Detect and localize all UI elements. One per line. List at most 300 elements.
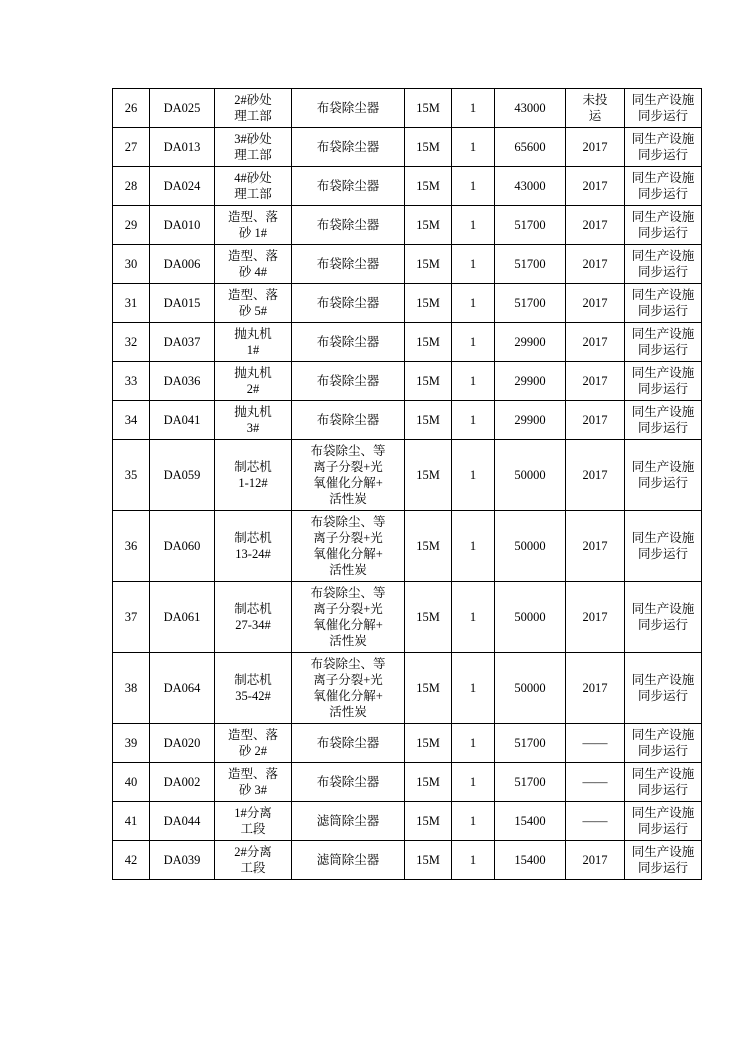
- cell-no: 33: [113, 362, 150, 401]
- cell-line: 同步运行: [637, 618, 688, 632]
- cell-height: 15M: [405, 802, 452, 841]
- cell-line: 2017: [582, 218, 608, 232]
- cell-status: [625, 167, 702, 206]
- cell-line: 1-12#: [238, 476, 268, 490]
- cell-line: 同生产设施: [631, 405, 695, 419]
- table-row: [113, 511, 702, 582]
- cell-line: 同生产设施: [631, 673, 695, 687]
- cell-device: [292, 841, 405, 880]
- cell-lines: [567, 852, 623, 868]
- cell-no: 31: [113, 284, 150, 323]
- cell-year: [566, 763, 625, 802]
- cell-line: 布袋除尘、等: [310, 515, 386, 529]
- cell-line: 2#: [246, 382, 260, 396]
- cell-height: 15M: [405, 245, 452, 284]
- table-row: [113, 763, 702, 802]
- cell-lines: [216, 131, 290, 163]
- cell-line: 3#: [246, 421, 260, 435]
- cell-line: 未投: [582, 93, 608, 107]
- cell-code: DA060: [150, 511, 215, 582]
- cell-line: 同步运行: [637, 421, 688, 435]
- cell-line: 同步运行: [637, 226, 688, 240]
- cell-amount: 29900: [495, 362, 566, 401]
- cell-count: 1: [452, 653, 495, 724]
- cell-line: 同生产设施: [631, 728, 695, 742]
- cell-line: 氧催化分解+: [313, 689, 383, 703]
- cell-line: 砂 4#: [238, 265, 268, 279]
- cell-lines: [626, 287, 700, 319]
- table-row: [113, 167, 702, 206]
- cell-count: 1: [452, 89, 495, 128]
- table-row: [113, 401, 702, 440]
- table-row: [113, 362, 702, 401]
- cell-line: 2017: [582, 374, 608, 388]
- cell-status: [625, 582, 702, 653]
- cell-line: 同生产设施: [631, 210, 695, 224]
- cell-status: [625, 206, 702, 245]
- cell-code: DA064: [150, 653, 215, 724]
- cell-line: 造型、落: [227, 728, 278, 742]
- cell-device: [292, 167, 405, 206]
- cell-device: [292, 653, 405, 724]
- cell-device: [292, 128, 405, 167]
- cell-count: 1: [452, 841, 495, 880]
- cell-line: 布袋除尘器: [316, 736, 380, 750]
- cell-amount: 15400: [495, 841, 566, 880]
- cell-lines: [567, 412, 623, 428]
- cell-unit: [215, 841, 292, 880]
- cell-year: [566, 167, 625, 206]
- cell-count: 1: [452, 401, 495, 440]
- cell-status: [625, 841, 702, 880]
- cell-amount: 29900: [495, 323, 566, 362]
- cell-device: [292, 763, 405, 802]
- table-row: [113, 206, 702, 245]
- cell-line: 滤筒除尘器: [316, 814, 380, 828]
- cell-line: 2017: [582, 335, 608, 349]
- cell-status: [625, 245, 702, 284]
- cell-device: [292, 206, 405, 245]
- cell-lines: [626, 365, 700, 397]
- cell-code: DA015: [150, 284, 215, 323]
- cell-line: 同步运行: [637, 109, 688, 123]
- cell-device: [292, 89, 405, 128]
- cell-lines: [626, 727, 700, 759]
- cell-line: 同步运行: [637, 382, 688, 396]
- cell-line: 离子分裂+光: [313, 602, 383, 616]
- cell-year: [566, 440, 625, 511]
- cell-no: 42: [113, 841, 150, 880]
- cell-line: 同生产设施: [631, 327, 695, 341]
- cell-line: 布袋除尘、等: [310, 657, 386, 671]
- cell-lines: [293, 514, 403, 578]
- cell-line: 1#分离: [234, 806, 272, 820]
- cell-line: 同生产设施: [631, 602, 695, 616]
- cell-lines: [293, 443, 403, 507]
- cell-line: 离子分裂+光: [313, 531, 383, 545]
- cell-no: 41: [113, 802, 150, 841]
- cell-line: 工段: [240, 822, 266, 836]
- cell-unit: [215, 284, 292, 323]
- cell-lines: [567, 217, 623, 233]
- cell-height: 15M: [405, 362, 452, 401]
- cell-lines: [293, 139, 403, 155]
- cell-count: 1: [452, 440, 495, 511]
- cell-lines: [216, 326, 290, 358]
- cell-line: 工段: [240, 861, 266, 875]
- cell-unit: [215, 245, 292, 284]
- cell-line: 2#分离: [234, 845, 272, 859]
- cell-line: 同生产设施: [631, 845, 695, 859]
- cell-no: 26: [113, 89, 150, 128]
- cell-height: 15M: [405, 582, 452, 653]
- cell-line: 同步运行: [637, 343, 688, 357]
- cell-unit: [215, 802, 292, 841]
- cell-count: 1: [452, 128, 495, 167]
- cell-lines: [567, 774, 623, 790]
- cell-line: 布袋除尘器: [316, 413, 380, 427]
- cell-lines: [216, 287, 290, 319]
- cell-unit: [215, 511, 292, 582]
- cell-unit: [215, 206, 292, 245]
- table-row: [113, 653, 702, 724]
- cell-height: 15M: [405, 440, 452, 511]
- cell-height: 15M: [405, 128, 452, 167]
- cell-count: 1: [452, 323, 495, 362]
- cell-unit: [215, 401, 292, 440]
- cell-year: [566, 323, 625, 362]
- cell-line: 抛丸机: [234, 366, 272, 380]
- cell-lines: [626, 248, 700, 280]
- cell-lines: [567, 92, 623, 124]
- cell-lines: [293, 100, 403, 116]
- cell-lines: [567, 609, 623, 625]
- cell-year: [566, 802, 625, 841]
- cell-line: 滤筒除尘器: [316, 853, 380, 867]
- cell-line: 制芯机: [234, 460, 272, 474]
- cell-lines: [567, 334, 623, 350]
- cell-height: 15M: [405, 511, 452, 582]
- cell-line: ——: [582, 814, 608, 828]
- cell-no: 32: [113, 323, 150, 362]
- cell-line: 布袋除尘器: [316, 218, 380, 232]
- cell-line: 氧催化分解+: [313, 547, 383, 561]
- cell-year: [566, 511, 625, 582]
- cell-unit: [215, 724, 292, 763]
- cell-lines: [293, 735, 403, 751]
- cell-line: 同步运行: [637, 861, 688, 875]
- cell-line: 2017: [582, 257, 608, 271]
- cell-lines: [567, 813, 623, 829]
- cell-device: [292, 582, 405, 653]
- cell-line: 同生产设施: [631, 93, 695, 107]
- cell-line: 砂 5#: [238, 304, 268, 318]
- cell-lines: [626, 530, 700, 562]
- cell-no: 37: [113, 582, 150, 653]
- cell-line: 运: [588, 109, 602, 123]
- cell-lines: [293, 412, 403, 428]
- table-row: [113, 582, 702, 653]
- cell-device: [292, 284, 405, 323]
- cell-line: 离子分裂+光: [313, 460, 383, 474]
- cell-amount: 51700: [495, 245, 566, 284]
- cell-line: 理工部: [234, 187, 272, 201]
- cell-lines: [567, 467, 623, 483]
- cell-count: 1: [452, 582, 495, 653]
- cell-code: DA044: [150, 802, 215, 841]
- cell-status: [625, 653, 702, 724]
- cell-lines: [216, 365, 290, 397]
- cell-height: 15M: [405, 841, 452, 880]
- cell-amount: 51700: [495, 724, 566, 763]
- cell-code: DA059: [150, 440, 215, 511]
- cell-amount: 50000: [495, 582, 566, 653]
- cell-line: 造型、落: [227, 767, 278, 781]
- cell-lines: [567, 139, 623, 155]
- cell-lines: [626, 459, 700, 491]
- cell-count: 1: [452, 245, 495, 284]
- cell-line: 布袋除尘器: [316, 374, 380, 388]
- cell-year: [566, 401, 625, 440]
- cell-line: 离子分裂+光: [313, 673, 383, 687]
- cell-line: 27-34#: [235, 618, 271, 632]
- cell-year: [566, 128, 625, 167]
- cell-unit: [215, 323, 292, 362]
- table-row: [113, 89, 702, 128]
- cell-lines: [567, 373, 623, 389]
- cell-status: [625, 128, 702, 167]
- cell-year: [566, 284, 625, 323]
- cell-code: DA036: [150, 362, 215, 401]
- cell-no: 28: [113, 167, 150, 206]
- cell-line: 同生产设施: [631, 460, 695, 474]
- cell-device: [292, 440, 405, 511]
- table-row: [113, 841, 702, 880]
- cell-status: [625, 763, 702, 802]
- cell-year: [566, 841, 625, 880]
- cell-line: 同步运行: [637, 744, 688, 758]
- cell-no: 34: [113, 401, 150, 440]
- cell-line: 制芯机: [234, 531, 272, 545]
- cell-height: 15M: [405, 206, 452, 245]
- cell-line: ——: [582, 775, 608, 789]
- emission-outlet-table: [112, 88, 702, 880]
- cell-amount: 51700: [495, 206, 566, 245]
- cell-line: 4#砂处: [234, 171, 272, 185]
- cell-year: [566, 724, 625, 763]
- cell-line: 同生产设施: [631, 806, 695, 820]
- cell-line: 同步运行: [637, 265, 688, 279]
- cell-line: 布袋除尘器: [316, 335, 380, 349]
- cell-lines: [293, 256, 403, 272]
- cell-line: 同生产设施: [631, 767, 695, 781]
- cell-line: 同步运行: [637, 689, 688, 703]
- cell-unit: [215, 582, 292, 653]
- cell-line: 造型、落: [227, 210, 278, 224]
- cell-line: 布袋除尘、等: [310, 586, 386, 600]
- cell-amount: 15400: [495, 802, 566, 841]
- cell-lines: [567, 295, 623, 311]
- cell-amount: 51700: [495, 284, 566, 323]
- cell-lines: [293, 295, 403, 311]
- cell-amount: 50000: [495, 511, 566, 582]
- cell-lines: [216, 766, 290, 798]
- table-row: [113, 245, 702, 284]
- cell-height: 15M: [405, 89, 452, 128]
- table-row: [113, 284, 702, 323]
- cell-code: DA013: [150, 128, 215, 167]
- cell-lines: [567, 680, 623, 696]
- cell-lines: [626, 805, 700, 837]
- cell-unit: [215, 440, 292, 511]
- cell-line: 同步运行: [637, 547, 688, 561]
- cell-unit: [215, 362, 292, 401]
- cell-year: [566, 362, 625, 401]
- cell-no: 38: [113, 653, 150, 724]
- cell-lines: [626, 326, 700, 358]
- cell-code: DA039: [150, 841, 215, 880]
- cell-lines: [216, 530, 290, 562]
- cell-line: ——: [582, 736, 608, 750]
- cell-lines: [216, 404, 290, 436]
- cell-amount: 43000: [495, 89, 566, 128]
- cell-line: 布袋除尘器: [316, 257, 380, 271]
- cell-amount: 43000: [495, 167, 566, 206]
- cell-lines: [626, 209, 700, 241]
- cell-lines: [626, 766, 700, 798]
- cell-status: [625, 724, 702, 763]
- cell-line: 同步运行: [637, 822, 688, 836]
- cell-no: 39: [113, 724, 150, 763]
- cell-lines: [626, 131, 700, 163]
- cell-lines: [626, 844, 700, 876]
- cell-device: [292, 362, 405, 401]
- cell-amount: 29900: [495, 401, 566, 440]
- cell-line: 理工部: [234, 148, 272, 162]
- cell-line: 2017: [582, 610, 608, 624]
- cell-year: [566, 582, 625, 653]
- cell-lines: [216, 459, 290, 491]
- cell-lines: [216, 248, 290, 280]
- cell-line: 制芯机: [234, 602, 272, 616]
- cell-line: 2017: [582, 853, 608, 867]
- cell-count: 1: [452, 167, 495, 206]
- cell-lines: [293, 813, 403, 829]
- cell-amount: 50000: [495, 440, 566, 511]
- cell-line: 同步运行: [637, 148, 688, 162]
- cell-line: 造型、落: [227, 249, 278, 263]
- cell-line: 布袋除尘器: [316, 296, 380, 310]
- cell-line: 同生产设施: [631, 366, 695, 380]
- cell-count: 1: [452, 362, 495, 401]
- cell-unit: [215, 653, 292, 724]
- cell-unit: [215, 167, 292, 206]
- cell-code: DA025: [150, 89, 215, 128]
- cell-line: 同生产设施: [631, 249, 695, 263]
- cell-line: 活性炭: [329, 492, 367, 506]
- cell-lines: [216, 672, 290, 704]
- cell-lines: [293, 774, 403, 790]
- cell-no: 29: [113, 206, 150, 245]
- cell-height: 15M: [405, 284, 452, 323]
- cell-lines: [293, 334, 403, 350]
- cell-lines: [216, 601, 290, 633]
- cell-height: 15M: [405, 401, 452, 440]
- cell-line: 同生产设施: [631, 531, 695, 545]
- cell-no: 35: [113, 440, 150, 511]
- cell-line: 布袋除尘器: [316, 179, 380, 193]
- table-row: [113, 323, 702, 362]
- cell-year: [566, 653, 625, 724]
- cell-lines: [626, 601, 700, 633]
- cell-code: DA024: [150, 167, 215, 206]
- cell-status: [625, 323, 702, 362]
- cell-line: 3#砂处: [234, 132, 272, 146]
- cell-unit: [215, 128, 292, 167]
- cell-line: 2017: [582, 413, 608, 427]
- cell-amount: 51700: [495, 763, 566, 802]
- cell-line: 理工部: [234, 109, 272, 123]
- cell-lines: [216, 844, 290, 876]
- cell-device: [292, 511, 405, 582]
- cell-no: 40: [113, 763, 150, 802]
- cell-line: 同步运行: [637, 783, 688, 797]
- cell-count: 1: [452, 802, 495, 841]
- cell-line: 砂 2#: [238, 744, 268, 758]
- cell-line: 35-42#: [235, 689, 271, 703]
- cell-device: [292, 323, 405, 362]
- cell-lines: [216, 92, 290, 124]
- cell-code: DA002: [150, 763, 215, 802]
- cell-line: 同生产设施: [631, 171, 695, 185]
- cell-device: [292, 802, 405, 841]
- cell-line: 2017: [582, 140, 608, 154]
- cell-count: 1: [452, 284, 495, 323]
- cell-line: 同步运行: [637, 187, 688, 201]
- cell-height: 15M: [405, 763, 452, 802]
- cell-code: DA010: [150, 206, 215, 245]
- cell-height: 15M: [405, 167, 452, 206]
- cell-line: 1#: [246, 343, 260, 357]
- table-body: [113, 89, 702, 880]
- cell-no: 36: [113, 511, 150, 582]
- cell-lines: [216, 805, 290, 837]
- cell-code: DA041: [150, 401, 215, 440]
- cell-lines: [626, 170, 700, 202]
- cell-line: 2017: [582, 681, 608, 695]
- table-row: [113, 724, 702, 763]
- cell-line: 2017: [582, 539, 608, 553]
- cell-lines: [293, 373, 403, 389]
- cell-line: 抛丸机: [234, 327, 272, 341]
- cell-line: 制芯机: [234, 673, 272, 687]
- cell-line: 2#砂处: [234, 93, 272, 107]
- cell-line: 氧催化分解+: [313, 476, 383, 490]
- cell-line: 活性炭: [329, 705, 367, 719]
- cell-line: 同步运行: [637, 476, 688, 490]
- cell-line: 砂 1#: [238, 226, 268, 240]
- cell-code: DA037: [150, 323, 215, 362]
- cell-line: 砂 3#: [238, 783, 268, 797]
- cell-height: 15M: [405, 653, 452, 724]
- cell-year: [566, 245, 625, 284]
- cell-count: 1: [452, 724, 495, 763]
- cell-line: 布袋除尘器: [316, 140, 380, 154]
- cell-lines: [293, 585, 403, 649]
- cell-year: [566, 206, 625, 245]
- cell-year: [566, 89, 625, 128]
- cell-unit: [215, 89, 292, 128]
